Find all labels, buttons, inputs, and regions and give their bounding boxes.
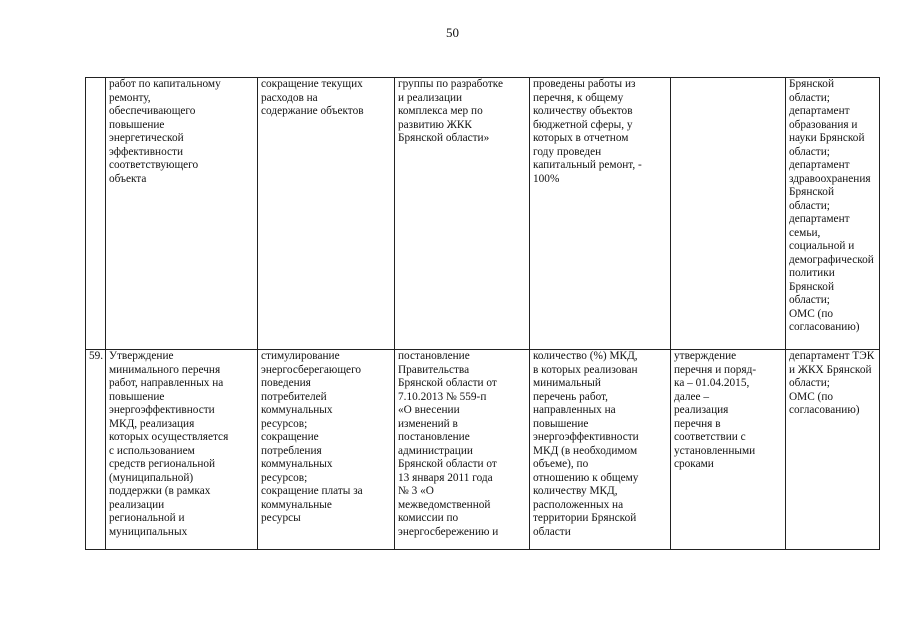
page-number: 50 (446, 25, 459, 40)
deadline-cell (671, 78, 786, 350)
measures-table (85, 77, 880, 550)
row-number-cell: 59. (86, 350, 106, 550)
indicator-cell: количество (%) МКД, в которых реализован минимальный перечень работ, направленных на повышение энергоэффективности МКД (в необходимом объеме), по отношению к общему количеству МКД, расположенных на территории Брянской области (530, 350, 671, 550)
result-cell: сокращение текущих расходов на содержание объектов (258, 78, 395, 350)
row-number-cell (86, 78, 106, 350)
table-row (86, 350, 880, 550)
document-cell: постановление Правительства Брянской области от 7.10.2013 № 559-п «О внесении изменений в постановление администрации Брянской области от 13 января 2011 года № 3 «О межведомственной комиссии по энергосбережению и (395, 350, 530, 550)
document-cell: группы по разработке и реализации комплекса мер по развитию ЖКК Брянской области» (395, 78, 530, 350)
table-row (86, 78, 880, 350)
measure-cell: Утверждение минимального перечня работ, направленных на повышение энергоэффективности МКД, реализация которых осуществляется с использованием средств региональной (муниципальной) поддержки (в рамках реализации региональной и муниципальных (106, 350, 258, 550)
deadline-cell: утверждение перечня и поряд- ка – 01.04.2015, далее – реализация перечня в соответствии с установленными сроками (671, 350, 786, 550)
measure-cell: работ по капитальному ремонту, обеспечивающего повышение энергетической эффективности соответствующего объекта (106, 78, 258, 350)
result-cell: стимулирование энергосберегающего поведения потребителей коммунальных ресурсов; сокращение потребления коммунальных ресурсов; сокращение платы за коммунальные ресурсы (258, 350, 395, 550)
executor-cell: департамент ТЭК и ЖКХ Брянской области; ОМС (по согласованию) (786, 350, 880, 550)
executor-cell: Брянской области; департамент образования и науки Брянской области; департамент здравоохранения Брянской области; департамент семьи, социальной и демографической политики Брянской области; ОМС (по согласованию) (786, 78, 880, 350)
indicator-cell: проведены работы из перечня, к общему количеству объектов бюджетной сферы, у которых в отчетном году проведен капитальный ремонт, - 100% (530, 78, 671, 350)
